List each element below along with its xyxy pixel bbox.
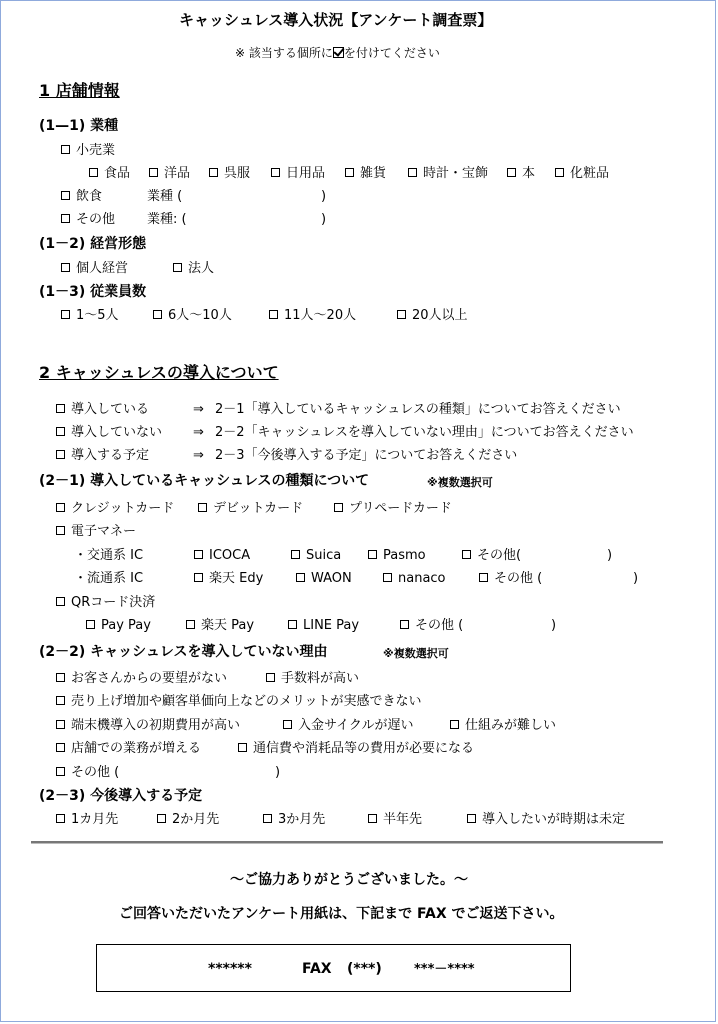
option-label: Pasmo	[383, 548, 426, 563]
option-label: 1カ月先	[71, 812, 119, 827]
q1-3-heading: (1－3) 従業員数	[39, 284, 147, 300]
option-label: Suica	[306, 548, 342, 563]
checkbox[interactable]	[209, 168, 218, 177]
option-label: 20人以上	[412, 308, 468, 323]
retail-item-watches-jewelry[interactable]	[408, 167, 488, 180]
checkbox[interactable]	[194, 573, 203, 582]
option-rakuten-pay[interactable]	[186, 619, 254, 632]
checkbox[interactable]	[467, 814, 476, 823]
checkbox[interactable]	[173, 263, 182, 272]
arrow-icon: ⇒	[193, 448, 204, 463]
option-label: 導入する予定	[71, 448, 150, 463]
checkbox[interactable]	[56, 673, 65, 682]
option-label: 洋品	[164, 166, 191, 181]
checkbox[interactable]	[288, 620, 297, 629]
reason-no-demand[interactable]	[56, 672, 227, 685]
reason-no-benefit[interactable]	[56, 695, 421, 708]
checkbox[interactable]	[400, 620, 409, 629]
option-label: お客さんからの要望がない	[71, 671, 228, 686]
option-other[interactable]	[61, 213, 115, 226]
checkbox[interactable]	[157, 814, 166, 823]
checkbox[interactable]	[263, 814, 272, 823]
option-label: 雑貨	[360, 166, 387, 181]
option-debit-card[interactable]	[198, 502, 303, 515]
option-label: 時計・宝飾	[423, 166, 489, 181]
reason-other-close: )	[275, 765, 281, 780]
checkbox[interactable]	[56, 503, 65, 512]
section1-heading: 1 店舗情報	[39, 81, 120, 100]
option-staff-1-5[interactable]	[61, 309, 119, 322]
food-type-close: )	[321, 189, 327, 204]
transit-other-close: )	[607, 548, 613, 563]
option-label: 半年先	[383, 812, 423, 827]
checkbox[interactable]	[61, 263, 70, 272]
checkbox[interactable]	[86, 620, 95, 629]
checkbox[interactable]	[56, 743, 65, 752]
checkbox[interactable]	[61, 145, 70, 154]
option-label: 飲食	[76, 189, 103, 204]
option-label: 導入している	[71, 402, 150, 417]
option-label: 端末機導入の初期費用が高い	[71, 718, 241, 733]
option-label: nanaco	[398, 571, 446, 586]
checkbox[interactable]	[462, 550, 471, 559]
checkbox[interactable]	[56, 427, 65, 436]
status-guide: 2－2「キャッシュレスを導入していない理由」についてお答えください	[215, 425, 634, 440]
checkbox[interactable]	[368, 550, 377, 559]
checkbox[interactable]	[149, 168, 158, 177]
option-label: クレジットカード	[71, 501, 175, 516]
option-label: その他 (	[415, 618, 464, 633]
instruction	[235, 47, 440, 59]
option-label: 仕組みが難しい	[465, 718, 557, 733]
checkbox[interactable]	[271, 168, 280, 177]
option-label: 3か月先	[278, 812, 326, 827]
q1-1-heading: (1—1) 業種	[39, 118, 119, 134]
q2-1-heading: (2－1) 導入しているキャッシュレスの種類について	[39, 473, 370, 489]
reason-complex[interactable]	[450, 719, 556, 732]
option-label: 日用品	[286, 166, 326, 181]
reason-high-fees[interactable]	[266, 672, 359, 685]
option-label: 手数料が高い	[281, 671, 360, 686]
plan-2-months[interactable]	[157, 813, 219, 826]
option-label: LINE Pay	[303, 618, 360, 633]
option-line-pay[interactable]	[288, 619, 359, 632]
option-label: 導入したいが時期は未定	[482, 812, 626, 827]
arrow-icon: ⇒	[193, 425, 204, 440]
retail-ic-other-close: )	[633, 571, 639, 586]
retail-item-cosmetics[interactable]	[555, 167, 609, 180]
fax-name: ******	[208, 961, 252, 977]
option-label: 法人	[188, 261, 215, 276]
option-emoney[interactable]	[56, 525, 136, 538]
plan-undecided[interactable]	[467, 813, 625, 826]
option-label: 楽天 Pay	[201, 618, 255, 633]
other-type-close: )	[321, 212, 327, 227]
checkbox[interactable]	[345, 168, 354, 177]
instruction-prefix: ※ 該当する個所に	[235, 46, 333, 60]
page-title: キャッシュレス導入状況【アンケート調査票】	[179, 11, 493, 29]
option-rakuten-edy[interactable]	[194, 572, 263, 585]
plan-half-year[interactable]	[368, 813, 422, 826]
option-label: デビットカード	[213, 501, 304, 516]
status-planned[interactable]	[56, 449, 149, 462]
checkbox[interactable]	[450, 720, 459, 729]
checkbox[interactable]	[56, 597, 65, 606]
option-label: その他 (	[494, 571, 543, 586]
option-retail[interactable]	[61, 144, 115, 157]
thanks-message: ～ご協力ありがとうございました。～	[230, 872, 468, 888]
option-transit-other[interactable]	[462, 549, 521, 562]
multi-select-note: ※複数選択可	[383, 647, 449, 660]
option-label: 店舗での業務が増える	[71, 741, 202, 756]
checkbox[interactable]	[291, 550, 300, 559]
option-label: 導入していない	[71, 425, 163, 440]
checkbox[interactable]	[61, 310, 70, 319]
option-food-service[interactable]	[61, 190, 102, 203]
option-qr-other[interactable]	[400, 619, 463, 632]
option-credit-card[interactable]	[56, 502, 174, 515]
checkbox[interactable]	[198, 503, 207, 512]
option-label: その他 (	[71, 765, 120, 780]
status-guide: 2－3「今後導入する予定」についてお答えください	[215, 448, 518, 463]
option-icoca[interactable]	[194, 549, 250, 562]
checkbox[interactable]	[56, 696, 65, 705]
option-nanaco[interactable]	[383, 572, 446, 585]
checkbox[interactable]	[61, 214, 70, 223]
plan-3-months[interactable]	[263, 813, 325, 826]
checkbox[interactable]	[408, 168, 417, 177]
checkbox[interactable]	[56, 404, 65, 413]
option-label: 小売業	[76, 143, 116, 158]
option-label: 電子マネー	[71, 524, 137, 539]
instruction-suffix: を付けてください	[343, 46, 440, 60]
food-type-label: 業種 (	[147, 189, 183, 204]
other-type-label: 業種: (	[147, 212, 187, 227]
status-introduced[interactable]	[56, 403, 149, 416]
option-sole-proprietor[interactable]	[61, 262, 128, 275]
reason-more-work[interactable]	[56, 742, 201, 755]
checkbox[interactable]	[56, 814, 65, 823]
option-label: QRコード決済	[71, 595, 156, 610]
retail-ic-label: ・流通系 IC	[74, 571, 144, 586]
option-label: その他	[76, 212, 116, 227]
q2-2-heading: (2－2) キャッシュレスを導入していない理由	[39, 644, 328, 660]
checkbox[interactable]	[61, 191, 70, 200]
option-label: 個人経営	[76, 261, 129, 276]
retail-item-clothing[interactable]	[149, 167, 190, 180]
option-corporation[interactable]	[173, 262, 214, 275]
checkbox[interactable]	[555, 168, 564, 177]
checkbox[interactable]	[397, 310, 406, 319]
retail-item-books[interactable]	[507, 167, 535, 180]
fax-box	[96, 944, 571, 992]
divider	[31, 841, 663, 844]
arrow-icon: ⇒	[193, 402, 204, 417]
option-label: 食品	[104, 166, 131, 181]
checkbox[interactable]	[56, 526, 65, 535]
q1-2-heading: (1－2) 経営形態	[39, 236, 147, 252]
option-label: 化粧品	[570, 166, 610, 181]
option-label: プリペードカード	[349, 501, 452, 516]
section2-heading: 2 キャッシュレスの導入について	[39, 363, 279, 382]
checkbox[interactable]	[56, 767, 65, 776]
retail-item-kimono[interactable]	[209, 167, 250, 180]
reason-running-costs[interactable]	[238, 742, 474, 755]
option-qr-payment[interactable]	[56, 596, 155, 609]
option-label: 6人～10人	[168, 308, 232, 323]
option-label: 売り上げ増加や顧客単価向上などのメリットが実感できない	[71, 694, 422, 709]
transit-ic-label: ・交通系 IC	[74, 548, 144, 563]
q2-3-heading: (2－3) 今後導入する予定	[39, 788, 203, 804]
option-label: 2か月先	[172, 812, 220, 827]
option-label: 1～5人	[76, 308, 119, 323]
checkbox[interactable]	[507, 168, 516, 177]
reason-initial-cost[interactable]	[56, 719, 240, 732]
checkbox[interactable]	[89, 168, 98, 177]
status-not-introduced[interactable]	[56, 426, 162, 439]
fax-area-code: (***)	[347, 961, 382, 977]
multi-select-note: ※複数選択可	[427, 476, 493, 489]
reason-slow-payment[interactable]	[283, 719, 413, 732]
option-label: 11人～20人	[284, 308, 357, 323]
checkbox[interactable]	[334, 503, 343, 512]
checkbox[interactable]	[383, 573, 392, 582]
option-pasmo[interactable]	[368, 549, 426, 562]
checkbox[interactable]	[283, 720, 292, 729]
option-suica[interactable]	[291, 549, 341, 562]
checkbox[interactable]	[153, 310, 162, 319]
checkbox[interactable]	[56, 720, 65, 729]
option-label: その他(	[477, 548, 522, 563]
option-label: ICOCA	[209, 548, 251, 563]
retail-item-food[interactable]	[89, 167, 130, 180]
checkbox[interactable]	[296, 573, 305, 582]
status-guide: 2－1「導入しているキャッシュレスの種類」についてお答えください	[215, 402, 621, 417]
option-prepaid-card[interactable]	[334, 502, 452, 515]
option-retail-ic-other[interactable]	[479, 572, 542, 585]
option-staff-11-20[interactable]	[269, 309, 356, 322]
checkbox[interactable]	[269, 310, 278, 319]
option-label: 本	[522, 166, 536, 181]
checkbox[interactable]	[266, 673, 275, 682]
fax-label: FAX	[302, 961, 332, 977]
retail-item-sundries[interactable]	[345, 167, 386, 180]
checkbox[interactable]	[56, 450, 65, 459]
option-label: Pay Pay	[101, 618, 151, 633]
option-label: WAON	[311, 571, 352, 586]
checkmark-icon	[333, 47, 344, 58]
retail-item-daily-goods[interactable]	[271, 167, 325, 180]
option-staff-6-10[interactable]	[153, 309, 232, 322]
option-label: 楽天 Edy	[209, 571, 264, 586]
option-label: 通信費や消耗品等の費用が必要になる	[253, 741, 475, 756]
fax-number: ***－****	[414, 962, 475, 977]
option-label: 入金サイクルが遅い	[298, 718, 414, 733]
qr-other-close: )	[551, 618, 557, 633]
return-instruction: ご回答いただいたアンケート用紙は、下記まで FAX でご返送下さい。	[119, 906, 564, 922]
checkbox[interactable]	[479, 573, 488, 582]
checkbox[interactable]	[368, 814, 377, 823]
checkbox[interactable]	[186, 620, 195, 629]
reason-other[interactable]	[56, 766, 119, 779]
checkbox[interactable]	[194, 550, 203, 559]
checkbox[interactable]	[238, 743, 247, 752]
option-staff-20-plus[interactable]	[397, 309, 468, 322]
option-label: 呉服	[224, 166, 251, 181]
option-paypay[interactable]	[86, 619, 151, 632]
option-waon[interactable]	[296, 572, 352, 585]
plan-1-month[interactable]	[56, 813, 118, 826]
